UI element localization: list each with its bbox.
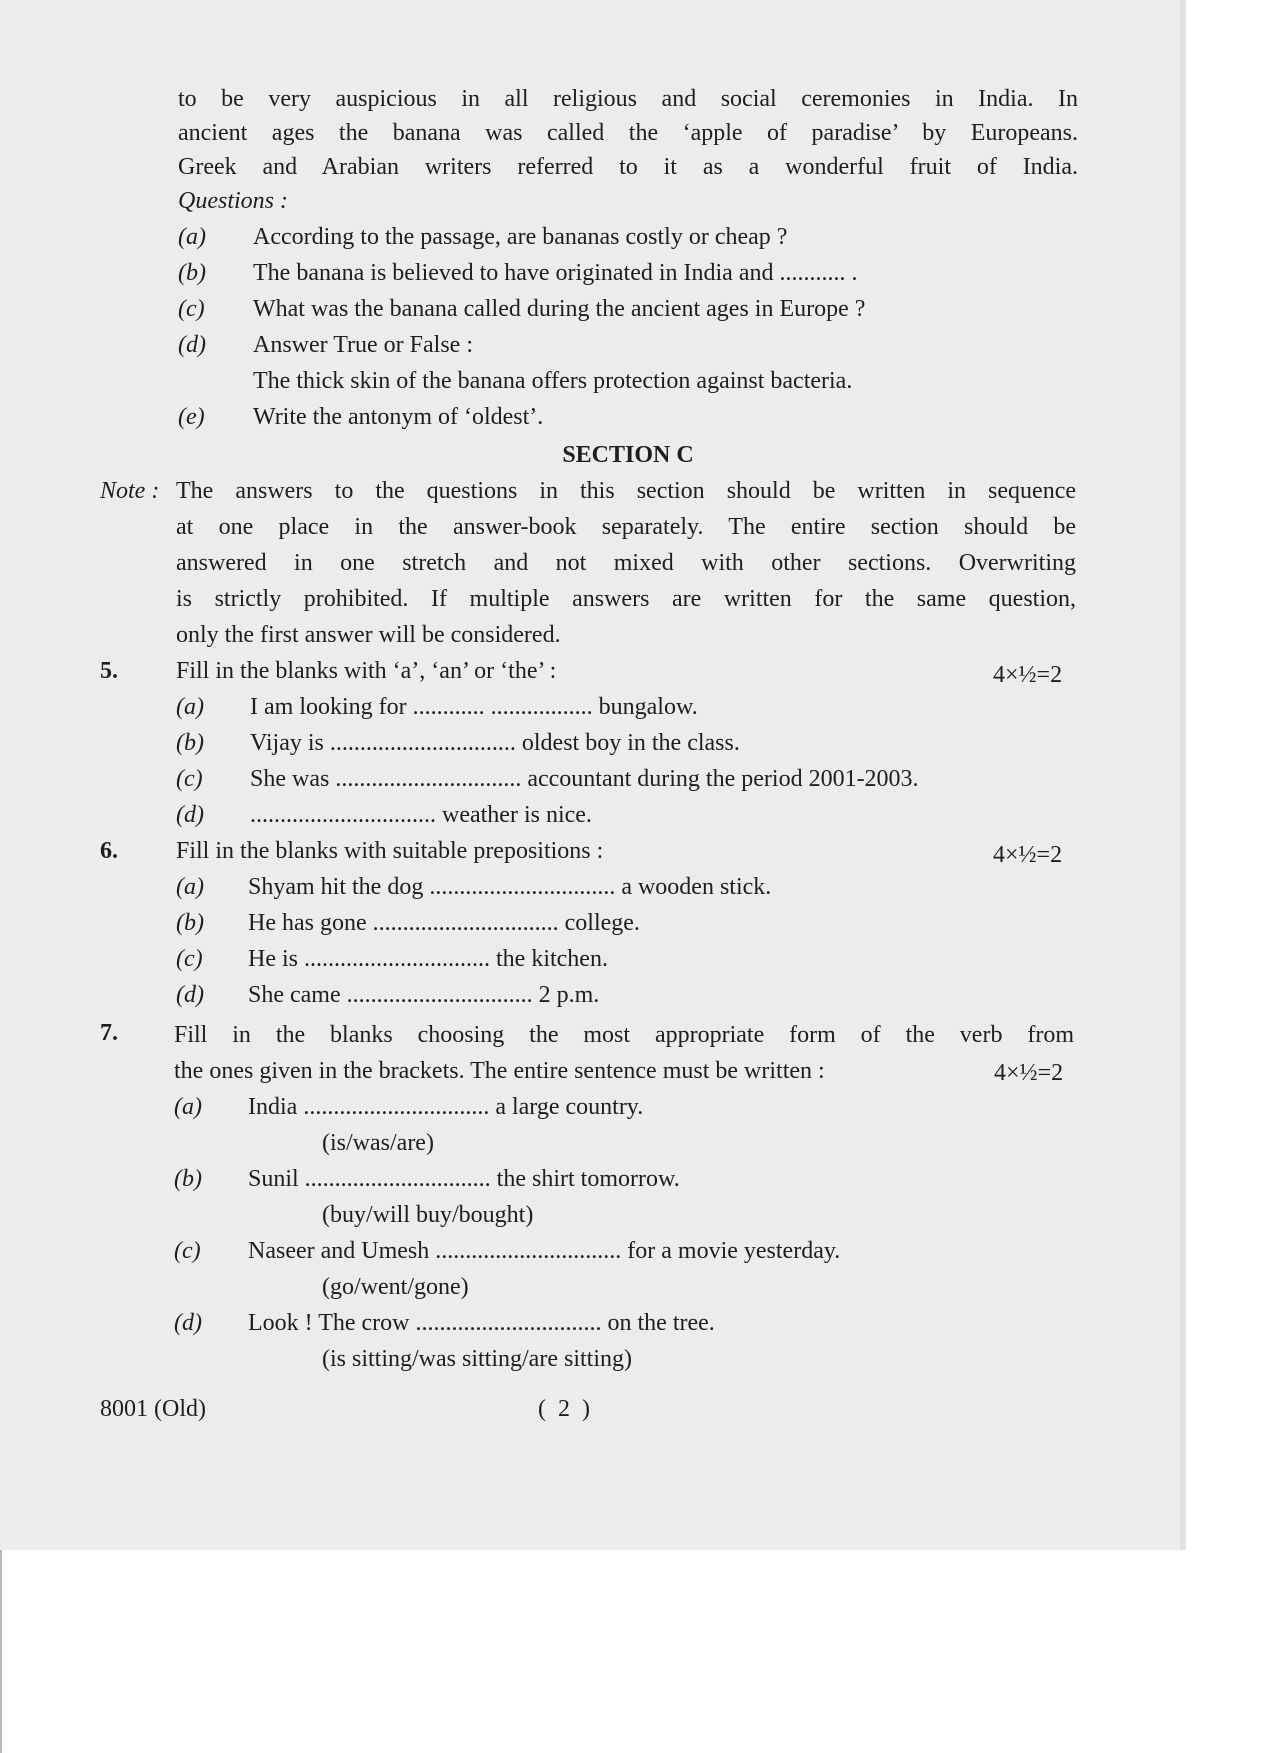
item-text: He has gone ............................... college. xyxy=(248,910,640,936)
item-label: (c) xyxy=(176,946,203,972)
question-text: Write the antonym of ‘oldest’. xyxy=(253,404,544,430)
question-label: (d) xyxy=(178,332,206,358)
passage-line: ancient ages the banana was called the ‘apple of paradise’ by Europeans. xyxy=(178,120,1078,146)
item-text: Look ! The crow ............................... on the tree. xyxy=(248,1310,715,1336)
marks: 4×½=2 xyxy=(993,662,1063,688)
question-number: 7. xyxy=(100,1020,118,1046)
item-label: (a) xyxy=(176,874,204,900)
item-text: I am looking for ............ ................. bungalow. xyxy=(250,694,698,720)
item-label: (d) xyxy=(174,1310,202,1336)
note-label: Note : xyxy=(100,478,160,504)
item-label: (a) xyxy=(176,694,204,720)
verb-options: (is sitting/was sitting/are sitting) xyxy=(322,1346,632,1372)
note-line: answered in one stretch and not mixed with other sections. Overwriting xyxy=(176,550,1076,576)
passage-line: Greek and Arabian writers referred to it as a wonderful fruit of India. xyxy=(178,154,1078,180)
item-label: (b) xyxy=(174,1166,202,1192)
question-text: Answer True or False : xyxy=(253,332,473,358)
question-label: (a) xyxy=(178,224,206,250)
item-label: (c) xyxy=(174,1238,201,1264)
question-prompt: the ones given in the brackets. The entire sentence must be written : xyxy=(174,1058,825,1084)
scanner-edge xyxy=(0,1550,2,1753)
verb-options: (go/went/gone) xyxy=(322,1274,469,1300)
passage-line: to be very auspicious in all religious and social ceremonies in India. In xyxy=(178,86,1078,112)
note-line: The answers to the questions in this section should be written in sequence xyxy=(176,478,1076,504)
item-label: (b) xyxy=(176,730,204,756)
question-label: (c) xyxy=(178,296,205,322)
verb-options: (is/was/are) xyxy=(322,1130,434,1156)
paper-code: 8001 (Old) xyxy=(100,1396,206,1422)
item-label: (c) xyxy=(176,766,203,792)
question-label: (b) xyxy=(178,260,206,286)
note-line: is strictly prohibited. If multiple answers are written for the same question, xyxy=(176,586,1076,612)
question-text: What was the banana called during the ancient ages in Europe ? xyxy=(253,296,866,322)
item-text: Sunil ............................... the shirt tomorrow. xyxy=(248,1166,680,1192)
question-prompt: Fill in the blanks choosing the most appropriate form of the verb from xyxy=(174,1022,1074,1048)
section-title: SECTION C xyxy=(562,442,694,468)
item-text: Naseer and Umesh ............................... for a movie yesterday. xyxy=(248,1238,841,1264)
question-label: (e) xyxy=(178,404,205,430)
questions-heading: Questions : xyxy=(178,188,288,214)
question-number: 6. xyxy=(100,838,118,864)
item-text: She was ............................... accountant during the period 2001-2003. xyxy=(250,766,919,792)
item-label: (b) xyxy=(176,910,204,936)
verb-options: (buy/will buy/bought) xyxy=(322,1202,534,1228)
item-text: Shyam hit the dog ............................... a wooden stick. xyxy=(248,874,772,900)
question-prompt: Fill in the blanks with suitable prepositions : xyxy=(176,838,604,864)
page-number: ( 2 ) xyxy=(538,1396,590,1422)
item-text: Vijay is ............................... oldest boy in the class. xyxy=(250,730,740,756)
note-line: at one place in the answer-book separately. The entire section should be xyxy=(176,514,1076,540)
item-text: She came ............................... 2 p.m. xyxy=(248,982,600,1008)
item-text: India ............................... a large country. xyxy=(248,1094,644,1120)
note-line: only the first answer will be considered. xyxy=(176,622,561,648)
question-text: The banana is believed to have originated in India and ........... . xyxy=(253,260,858,286)
item-text: He is ............................... the kitchen. xyxy=(248,946,608,972)
item-label: (a) xyxy=(174,1094,202,1120)
item-text: ............................... weather is nice. xyxy=(250,802,592,828)
question-number: 5. xyxy=(100,658,118,684)
question-prompt: Fill in the blanks with ‘a’, ‘an’ or ‘the’ : xyxy=(176,658,557,684)
marks: 4×½=2 xyxy=(994,1060,1064,1086)
item-label: (d) xyxy=(176,982,204,1008)
question-statement: The thick skin of the banana offers protection against bacteria. xyxy=(253,368,853,394)
item-label: (d) xyxy=(176,802,204,828)
marks: 4×½=2 xyxy=(993,842,1063,868)
question-text: According to the passage, are bananas costly or cheap ? xyxy=(253,224,788,250)
